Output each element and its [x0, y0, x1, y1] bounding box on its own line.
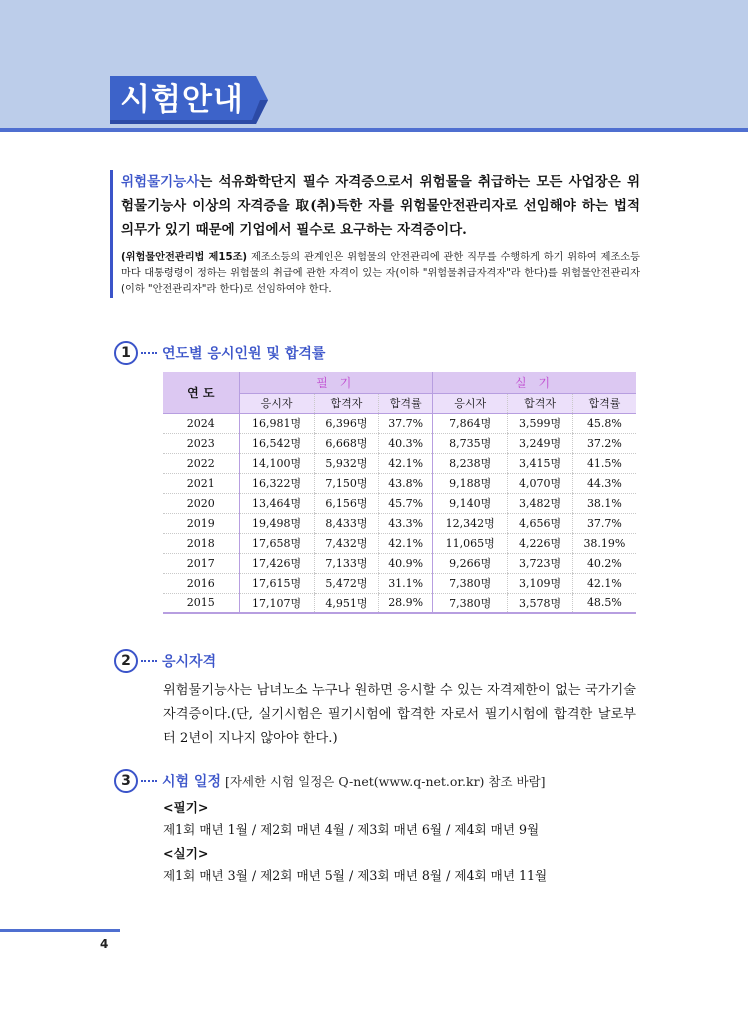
table-cell: 19,498명 [239, 513, 314, 533]
table-cell: 40.9% [379, 553, 433, 573]
page-number: 4 [100, 937, 109, 951]
practical-group-header: 실 기 [433, 372, 636, 393]
page-title-box [110, 76, 268, 124]
year-cell: 2023 [163, 433, 239, 453]
written-label: <필기> [163, 800, 209, 815]
table-cell: 28.9% [379, 593, 433, 613]
table-cell: 40.2% [572, 553, 636, 573]
table-cell: 6,396명 [314, 413, 379, 433]
table-cell: 17,426명 [239, 553, 314, 573]
table-cell: 16,981명 [239, 413, 314, 433]
eligibility-text: 위험물기능사는 남녀노소 누구나 원하면 응시할 수 있는 자격제한이 없는 국가기술자격증이다.(단, 실기시험은 필기시험에 합격한 자로서 필기시험에 합격한 날로부터 2년이 지나지 않아야 한다.) [163, 683, 636, 746]
col-applicants: 응시자 [433, 393, 508, 413]
yearly-stats-table [163, 372, 636, 614]
table-cell: 48.5% [572, 593, 636, 613]
table-cell: 37.7% [379, 413, 433, 433]
table-cell: 3,415명 [508, 453, 573, 473]
table-cell: 8,238명 [433, 453, 508, 473]
table-cell: 7,432명 [314, 533, 379, 553]
table-row [163, 513, 636, 533]
table-cell: 9,188명 [433, 473, 508, 493]
table-cell: 5,932명 [314, 453, 379, 473]
section-number-badge: 3 [114, 769, 138, 793]
legal-reference: (위험물안전관리법 제15조) [121, 252, 248, 263]
table-cell: 13,464명 [239, 493, 314, 513]
practical-schedule: 제1회 매년 3월 / 제2회 매년 5월 / 제3회 매년 8월 / 제4회 매년 11월 [163, 868, 548, 883]
table-cell: 4,226명 [508, 533, 573, 553]
practical-label: <실기> [163, 846, 209, 861]
table-row [163, 413, 636, 433]
table-cell: 16,322명 [239, 473, 314, 493]
legal-text: 제조소등의 관계인은 위험물의 안전관리에 관한 직무를 수행하게 하기 위하여 제조소등마다 대통령령이 정하는 위험물의 취급에 관한 자격이 있는 자(이하 "위험물취급자격자"라 한다)를 위험물안전관리자(이하 "안전관리자"라 한다)로 선임하여야 한다. [121, 252, 640, 295]
year-cell: 2018 [163, 533, 239, 553]
table-cell: 6,668명 [314, 433, 379, 453]
year-cell: 2017 [163, 553, 239, 573]
table-cell: 3,723명 [508, 553, 573, 573]
section-number-badge: 1 [114, 341, 138, 365]
table-cell: 3,482명 [508, 493, 573, 513]
year-cell: 2020 [163, 493, 239, 513]
table-cell: 12,342명 [433, 513, 508, 533]
table-cell: 40.3% [379, 433, 433, 453]
table-cell: 5,472명 [314, 573, 379, 593]
table-cell: 37.2% [572, 433, 636, 453]
table-row [163, 453, 636, 473]
section-number-badge: 2 [114, 649, 138, 673]
col-rate: 합격률 [379, 393, 433, 413]
table-cell: 8,735명 [433, 433, 508, 453]
table-cell: 7,150명 [314, 473, 379, 493]
year-cell: 2016 [163, 573, 239, 593]
intro-block [110, 170, 640, 298]
dotted-leader [141, 660, 157, 662]
table-cell: 38.1% [572, 493, 636, 513]
section-title: 응시자격 [162, 654, 217, 670]
table-row [163, 533, 636, 553]
page-title: 시험안내 [120, 82, 244, 118]
table-header-row [163, 372, 636, 393]
table-cell: 42.1% [379, 453, 433, 473]
dotted-leader [141, 352, 157, 354]
table-cell: 16,542명 [239, 433, 314, 453]
col-rate: 합격률 [572, 393, 636, 413]
col-applicants: 응시자 [239, 393, 314, 413]
table-cell: 4,070명 [508, 473, 573, 493]
table-cell: 7,133명 [314, 553, 379, 573]
table-row [163, 573, 636, 593]
table-cell: 11,065명 [433, 533, 508, 553]
table-cell: 45.7% [379, 493, 433, 513]
table-cell: 4,656명 [508, 513, 573, 533]
schedule-note: [자세한 시험 일정은 Q-net(www.q-net.or.kr) 참조 바람] [220, 774, 546, 789]
table-cell: 3,109명 [508, 573, 573, 593]
year-header: 연 도 [163, 372, 239, 413]
table-cell: 7,380명 [433, 573, 508, 593]
intro-highlight: 위험물기능사 [121, 174, 200, 190]
footer-rule [0, 929, 120, 932]
year-cell: 2015 [163, 593, 239, 613]
header-rule [0, 128, 748, 132]
table-row [163, 433, 636, 453]
table-row [163, 493, 636, 513]
table-cell: 31.1% [379, 573, 433, 593]
table-cell: 6,156명 [314, 493, 379, 513]
schedule-title: 시험 일정 [162, 774, 221, 790]
written-group-header: 필 기 [239, 372, 433, 393]
intro-legal-note [121, 250, 640, 298]
table-cell: 9,266명 [433, 553, 508, 573]
table-cell: 42.1% [379, 533, 433, 553]
col-passed: 합격자 [508, 393, 573, 413]
table-cell: 4,951명 [314, 593, 379, 613]
table-cell: 17,615명 [239, 573, 314, 593]
dotted-leader [141, 780, 157, 782]
table-cell: 38.19% [572, 533, 636, 553]
intro-paragraph [121, 170, 640, 242]
table-cell: 44.3% [572, 473, 636, 493]
table-cell: 9,140명 [433, 493, 508, 513]
col-passed: 합격자 [314, 393, 379, 413]
table-cell: 3,578명 [508, 593, 573, 613]
table-cell: 3,249명 [508, 433, 573, 453]
table-cell: 3,599명 [508, 413, 573, 433]
table-row [163, 593, 636, 613]
table-cell: 42.1% [572, 573, 636, 593]
table-cell: 17,107명 [239, 593, 314, 613]
year-cell: 2022 [163, 453, 239, 473]
table-cell: 41.5% [572, 453, 636, 473]
year-cell: 2024 [163, 413, 239, 433]
table-cell: 37.7% [572, 513, 636, 533]
table-cell: 45.8% [572, 413, 636, 433]
year-cell: 2019 [163, 513, 239, 533]
table-row [163, 473, 636, 493]
table-cell: 17,658명 [239, 533, 314, 553]
table-cell: 7,380명 [433, 593, 508, 613]
table-cell: 14,100명 [239, 453, 314, 473]
written-schedule: 제1회 매년 1월 / 제2회 매년 4월 / 제3회 매년 6월 / 제4회 매년 9월 [163, 822, 540, 837]
schedule-block [163, 797, 643, 889]
section-title [162, 771, 546, 791]
table-cell: 7,864명 [433, 413, 508, 433]
section-title: 연도별 응시인원 및 합격률 [162, 346, 326, 362]
intro-text: 는 석유화학단지 필수 자격증으로서 위험물을 취급하는 모든 사업장은 위험물기능사 이상의 자격증을 取(취)득한 자를 위험물안전관리자로 선임해야 하는 법적 의무가 있기 때문에 기업에서 필수로 요구하는 자격증이다. [121, 174, 640, 238]
table-cell: 8,433명 [314, 513, 379, 533]
year-cell: 2021 [163, 473, 239, 493]
table-cell: 43.8% [379, 473, 433, 493]
table-cell: 43.3% [379, 513, 433, 533]
table-row [163, 553, 636, 573]
